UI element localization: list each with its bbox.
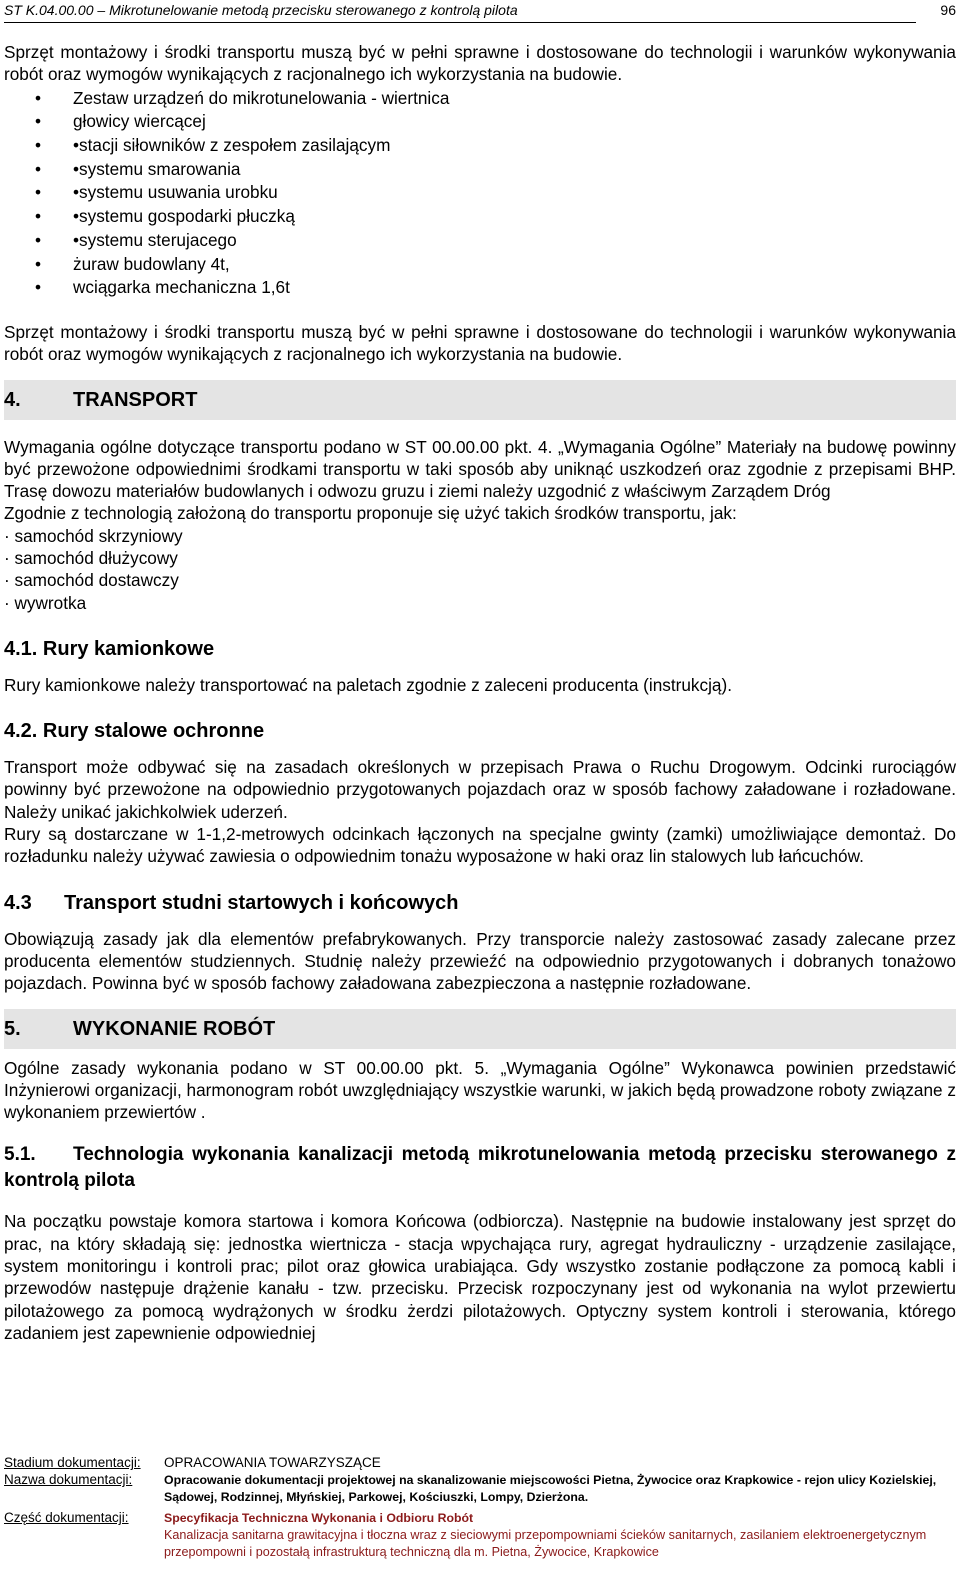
section-5-text: Ogólne zasady wykonania podano w ST 00.00.00 pkt. 5. „Wymagania Ogólne” Wykonawca powinien przedstawić Inżynierowi organizacji, harmonogram robót uwzględniający wszystkie warunki, w jakich będą prowadzone roboty związane z wykonaniem przewiertów . — [4, 1057, 956, 1123]
section-4-2-text: Transport może odbywać się na zasadach określonych w przepisach Prawa o Ruchu Drogowym. Odcinki rurociągów powinny być przewożone na odpowiednio przygotowanych pojazdach oraz w sposób fachowy załadowane i rozładowane. Należy unikać jakichkolwiek uderzeń. — [4, 757, 956, 822]
section-4-3-heading — [4, 888, 956, 918]
list-item: • •systemu gospodarki płuczką — [4, 205, 956, 229]
section-number: 5. — [4, 1017, 21, 1040]
section-5-1-heading — [4, 1142, 956, 1194]
list-item: · samochód skrzyniowy — [4, 525, 183, 546]
document-footer — [4, 1455, 956, 1561]
list-item: • •systemu sterujacego — [4, 229, 956, 253]
footer-name-label: Nazwa dokumentacji: — [4, 1472, 133, 1487]
section-number: 4. — [4, 388, 21, 411]
list-item: • głowicy wiercącej — [4, 110, 956, 134]
footer-stage-row — [4, 1455, 956, 1470]
section-number: 5.1. — [4, 1144, 36, 1166]
section-5-1-text: Na początku powstaje komora startowa i komora Końcowa (odbiorcza). Następnie na budowie instalowany jest sprzęt do prac, na który składają się: jednostka wiertnicza - stacja wpychająca rury, agregat hydrauliczny - urządzenie zasilające, system monitoringu i kontroli prac; pilot oraz głowica urabiająca. Gdy wszystko zostanie podłączone za pomocą kabli i przewodów następuje drążenie kanału - tzw. przecisku. Przecisk rozpoczynany jest od wykonania na wylot przewiertu pilotażowego za pomocą wydrążonych w środku żerdzi pilotażowych. Optyczny system kontroli i sterowania, którego zadaniem jest zapewnienie odpowiedniej — [4, 1211, 956, 1343]
list-item: • •systemu smarowania — [4, 158, 956, 182]
document-page — [4, 0, 956, 1344]
list-item: · samochód dłużycowy — [4, 548, 178, 568]
list-item: • żuraw budowlany 4t, — [4, 253, 956, 277]
footer-part-label: Część dokumentacji: — [4, 1510, 129, 1525]
footer-part-row — [4, 1510, 956, 1561]
footer-name-row — [4, 1472, 956, 1506]
section-number: 4.3 — [4, 891, 32, 914]
intro-paragraph: Sprzęt montażowy i środki transportu muszą być w pełni sprawne i dostosowane do technologii i warunków wykonywania robót oraz wymogów wynikających z racjonalnego ich wykorzystania na budowie. — [4, 42, 956, 85]
section-title: WYKONANIE ROBÓT — [73, 1017, 276, 1040]
footer-stage-label: Stadium dokumentacji: — [4, 1455, 141, 1470]
transport-means-intro: Zgodnie z technologią założoną do transportu proponuje się użyć takich środków transportu, jak: — [4, 503, 737, 524]
equipment-list — [4, 87, 956, 300]
section-5-heading — [4, 1009, 956, 1049]
list-item: · samochód dostawczy — [4, 570, 179, 591]
footer-stage-value: OPRACOWANIA TOWARZYSZĄCE — [164, 1455, 381, 1470]
section-4-1-text: Rury kamionkowe należy transportować na paletach zgodnie z zaleceni producenta (instrukcją). — [4, 674, 732, 695]
section-4-2-text-2: Rury są dostarczane w 1-1,2-metrowych odcinkach łączonych na specjalne gwinty (zamki) umożliwiające demontaż. Do rozładunku należy używać zawiesia o odpowiednim tonażu wyposażone w haki oraz lin stalowych lub łańcuchów. — [4, 824, 956, 867]
list-item: • •systemu usuwania urobku — [4, 181, 956, 205]
section-title: TRANSPORT — [73, 388, 198, 411]
section-4-3-text: Obowiązują zasady jak dla elementów prefabrykowanych. Przy transporcie należy zastosować zasady zalecane przez producenta elementów studziennych. Studnię należy przewieźć na odpowiednio przygotowanych i dobranych tonażowo pojazdach. Powinna być w sposób fachowy załadowana zabezpieczona a następnie rozładowane. — [4, 928, 956, 994]
list-item: · wywrotka — [4, 592, 87, 613]
footer-part-value — [164, 1510, 956, 1561]
section-4-1-heading: 4.1. Rury kamionkowe — [4, 637, 215, 660]
section-4-heading — [4, 380, 956, 420]
footer-part-title: Specyfikacja Techniczna Wykonania i Odbioru Robót — [164, 1511, 474, 1525]
transport-paragraph: Wymagania ogólne dotyczące transportu podano w ST 00.00.00 pkt. 4. „Wymagania Ogólne” Materiały na budowę powinny być przewożone odpowiednimi środkami transportu w taki sposób aby uniknąć uszkodzeń oraz zgodnie z przepisami BHP. Trasę dowozu materiałów budowlanych i odwozu gruzu i ziemi należy uzgodnić z właściwym Zarządem Dróg — [4, 436, 956, 502]
footer-part-desc: Kanalizacja sanitarna grawitacyjna i tłoczna wraz z sieciowymi przepompowniami ścieków sanitarnych, zasilaniem elektroenergetycznym przepompowni i pozostałą infrastrukturą techniczną dla m. Pietna, Żywocice, Krapkowice — [164, 1528, 927, 1559]
list-item: • Zestaw urządzeń do mikrotunelowania - wiertnica — [4, 87, 956, 111]
list-item: • wciągarka mechaniczna 1,6t — [4, 276, 956, 300]
header-title: ST K.04.00.00 – Mikrotunelowanie metodą przecisku sterowanego z kontrolą pilota — [4, 2, 518, 18]
section-title: Technologia wykonania kanalizacji metodą mikrotunelowania metodą przecisku sterowanego z kontrolą pilota — [4, 1144, 956, 1192]
section-title: Transport studni startowych i końcowych — [64, 891, 459, 914]
vehicle-list — [4, 525, 956, 614]
page-number: 96 — [940, 2, 956, 18]
repeat-paragraph: Sprzęt montażowy i środki transportu muszą być w pełni sprawne i dostosowane do technologii i warunków wykonywania robót oraz wymogów wynikających z racjonalnego ich wykorzystania na budowie. — [4, 321, 956, 365]
footer-name-value: Opracowanie dokumentacji projektowej na skanalizowanie miejscowości Pietna, Żywocice oraz Krapkowice - rejon ulicy Kozielskiej, Sądowej, Rodzinnej, Młyńskiej, Parkowej, Kościuszki, Lompy, Dzierżona. — [164, 1473, 937, 1504]
page-header — [4, 0, 956, 23]
list-item: • •stacji siłowników z zespołem zasilającym — [4, 134, 956, 158]
section-4-2-heading: 4.2. Rury stalowe ochronne — [4, 720, 265, 743]
